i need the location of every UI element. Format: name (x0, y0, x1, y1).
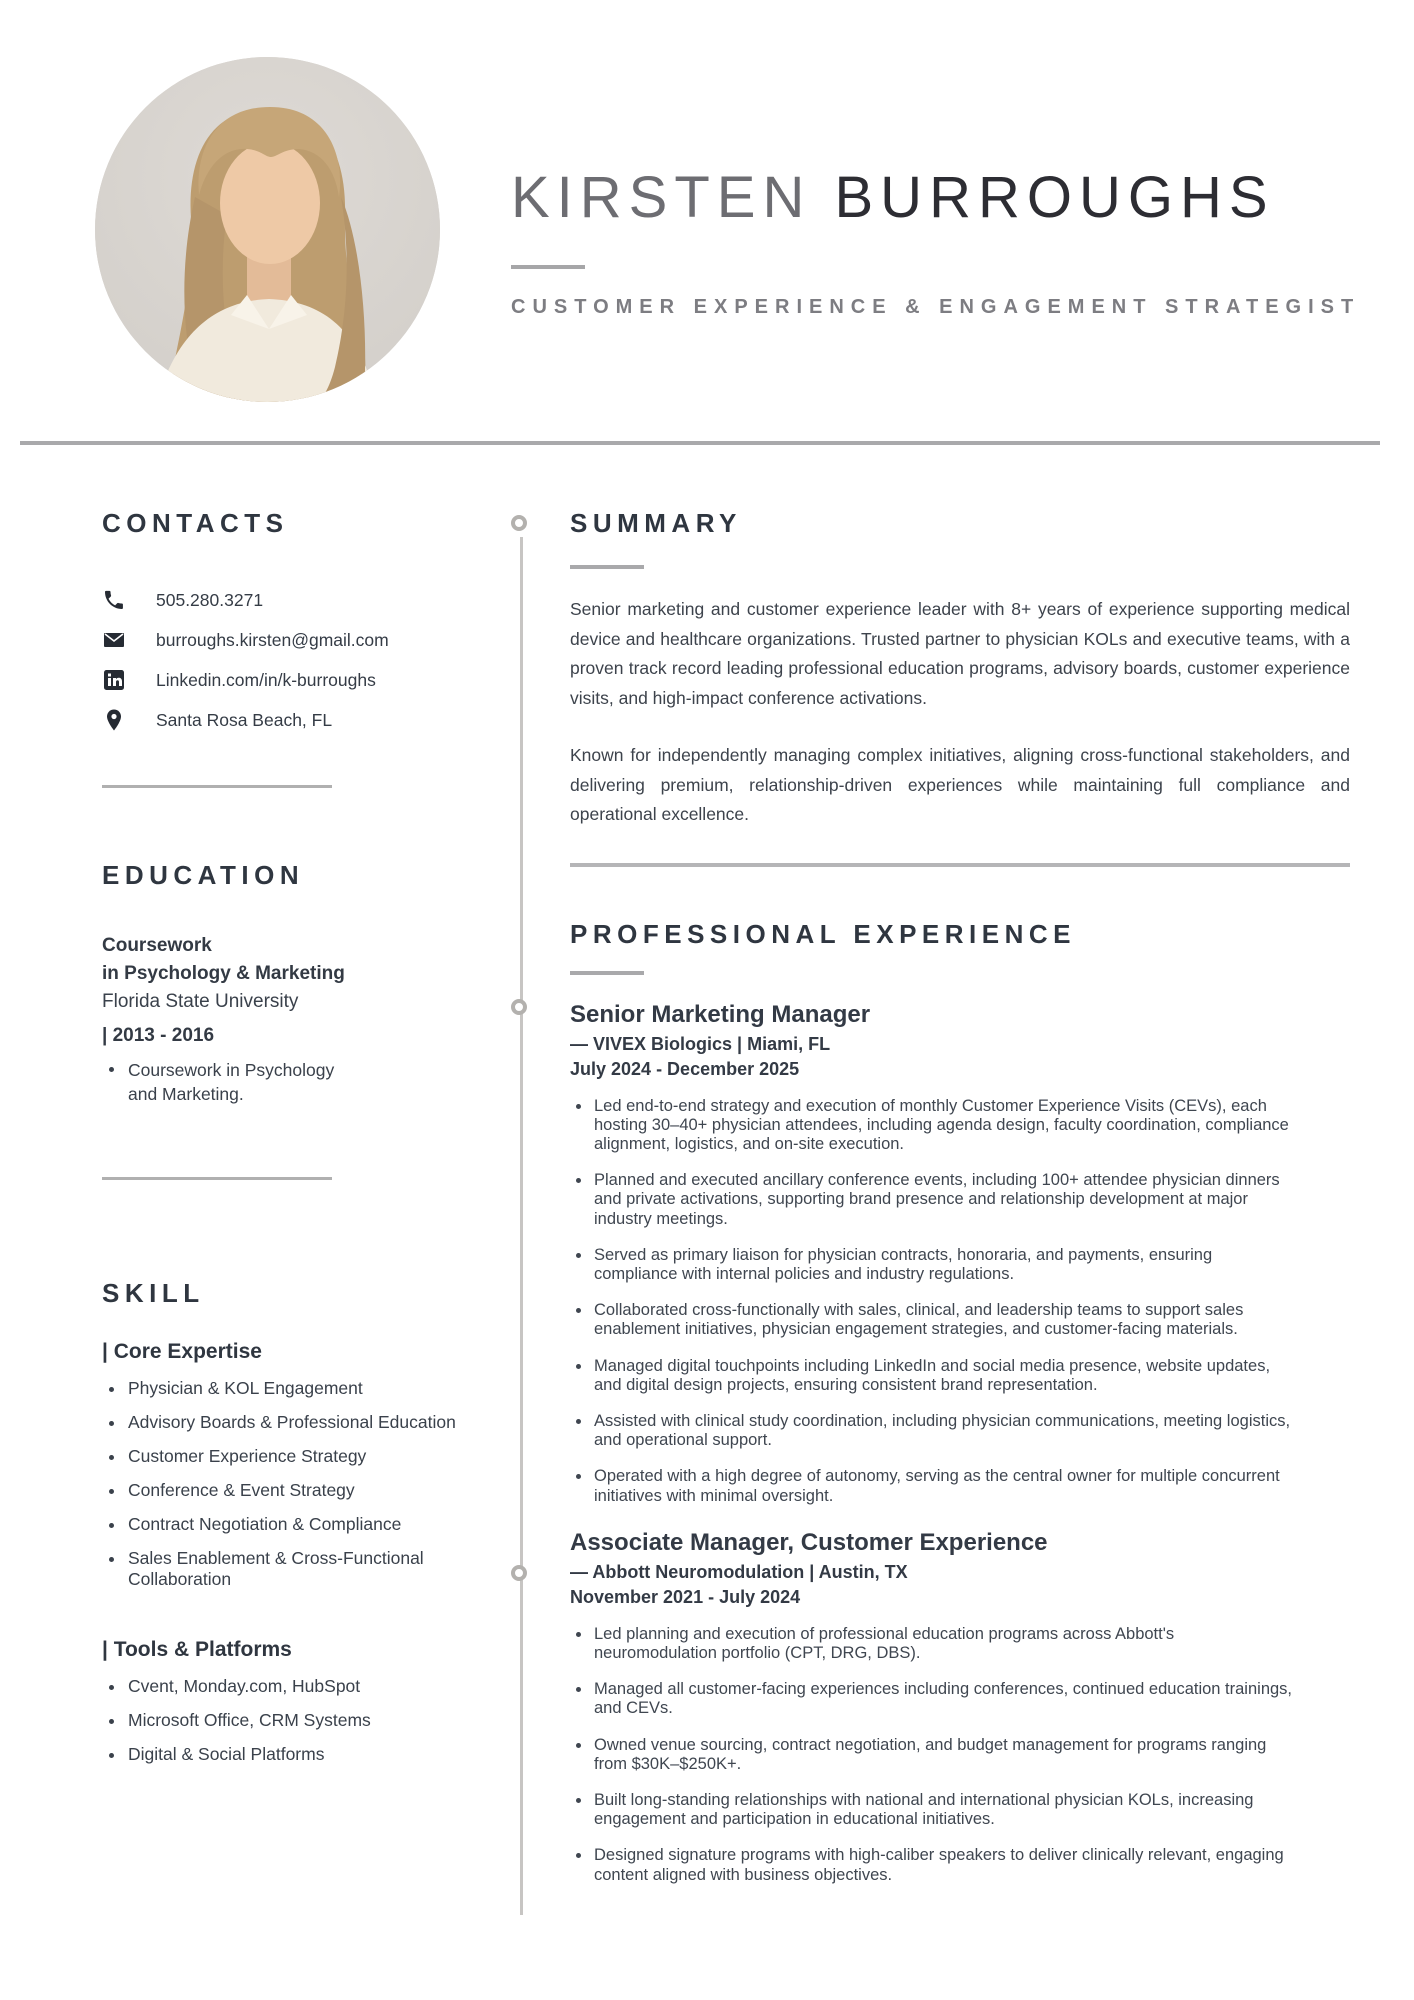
contact-row-linkedin (102, 668, 502, 692)
job-entry-2 (570, 1528, 1350, 1885)
job-bullet: Managed all customer-facing experiences including conferences, continued education trainings, and CEVs. (570, 1680, 1310, 1718)
location-text: Santa Rosa Beach, FL (156, 709, 333, 730)
section-divider (570, 565, 644, 569)
main-content (570, 508, 1350, 1902)
job-dates: July 2024 - December 2025 (570, 1058, 800, 1079)
contact-row-phone (102, 588, 502, 612)
job-bullet: Served as primary liaison for physician contracts, honoraria, and payments, ensuring compliance with internal policies and industry regulations. (570, 1246, 1310, 1284)
skills-heading: SKILL (102, 1278, 205, 1308)
job-bullet: Led end-to-end strategy and execution of monthly Customer Experience Visits (CEVs), each hosting 30–40+ physician attendees, including agenda design, faculty coordination, compliance alignment, logistics, and on-site execution. (570, 1097, 1310, 1155)
page-title (511, 166, 1371, 231)
skill-item: Digital & Social Platforms (102, 1744, 502, 1765)
section-divider (570, 863, 1350, 867)
job-company: — Abbott Neuromodulation | Austin, TX (570, 1561, 908, 1582)
skill-group-core-expertise: | Core Expertise (102, 1340, 262, 1363)
skill-item: Customer Experience Strategy (102, 1446, 502, 1467)
section-divider (570, 971, 644, 975)
sidebar (102, 508, 502, 1778)
job-bullet-list (570, 1097, 1310, 1506)
portrait-illustration (95, 57, 440, 402)
first-name: KIRSTEN (511, 165, 812, 230)
last-name: BURROUGHS (834, 165, 1275, 230)
skill-item: Contract Negotiation & Compliance (102, 1514, 502, 1535)
education-bullet: Coursework in Psychology and Marketing. (102, 1058, 364, 1106)
linkedin-icon (102, 668, 129, 692)
job-bullet: Planned and executed ancillary conference events, including 100+ attendee physician dinners and private activations, supporting brand presence and relationship development at major industry meetings. (570, 1171, 1310, 1229)
contact-row-email (102, 628, 502, 652)
job-bullet: Designed signature programs with high-caliber speakers to deliver clinically relevant, engaging content aligned with business objectives. (570, 1846, 1310, 1884)
summary-heading: SUMMARY (570, 508, 742, 538)
job-bullet: Built long-standing relationships with national and international physician KOLs, increasing engagement and participation in educational initiatives. (570, 1791, 1310, 1829)
core-expertise-list (102, 1378, 502, 1590)
email-icon (102, 628, 129, 652)
phone-number: 505.280.3271 (156, 589, 264, 610)
job-dates: November 2021 - July 2024 (570, 1586, 801, 1607)
phone-icon (102, 588, 129, 612)
job-bullet: Managed digital touchpoints including LinkedIn and social media presence, website updates, and digital design projects, ensuring consistent brand representation. (570, 1357, 1310, 1395)
contact-row-location (102, 708, 502, 732)
job-title: Senior Marketing Manager (570, 1000, 871, 1028)
profile-photo (95, 57, 440, 402)
tools-platforms-list (102, 1676, 502, 1765)
header-name-block (511, 166, 1371, 319)
timeline-line (520, 537, 523, 1915)
timeline-dot-summary (511, 515, 527, 531)
school-name: Florida State University (102, 991, 299, 1012)
experience-heading: PROFESSIONAL EXPERIENCE (570, 918, 1076, 949)
linkedin-handle: Linkedin.com/in/k-burroughs (156, 669, 376, 690)
job-company: — VIVEX Biologics | Miami, FL (570, 1033, 831, 1054)
skill-item: Microsoft Office, CRM Systems (102, 1710, 502, 1731)
email-address: burroughs.kirsten@gmail.com (156, 629, 389, 650)
sidebar-divider (102, 785, 332, 788)
job-bullet: Led planning and execution of professional education programs across Abbott's neuromodulation portfolio (CPT, DRG, DBS). (570, 1625, 1310, 1663)
education-entry (102, 932, 502, 1106)
summary-paragraph: Known for independently managing complex initiatives, aligning cross-functional stakeholders, and delivering premium, relationship-driven experiences while maintaining full compliance and operational excellence. (570, 745, 1350, 824)
name-divider (511, 265, 585, 269)
degree-line-2: in Psychology & Marketing (102, 963, 345, 984)
skill-item: Advisory Boards & Professional Education (102, 1412, 502, 1433)
contact-list (102, 588, 502, 732)
skill-item: Sales Enablement & Cross-Functional Collaboration (102, 1548, 502, 1590)
education-heading: EDUCATION (102, 860, 305, 890)
education-bullets (102, 1058, 364, 1106)
location-icon (102, 708, 129, 732)
contacts-heading: CONTACTS (102, 508, 289, 538)
skill-item: Physician & KOL Engagement (102, 1378, 502, 1399)
job-headline: CUSTOMER EXPERIENCE & ENGAGEMENT STRATEGIST (511, 295, 1361, 318)
job-bullet-list (570, 1625, 1310, 1885)
timeline-dot-job-2 (511, 1565, 527, 1581)
job-bullet: Collaborated cross-functionally with sales, clinical, and leadership teams to support sales enablement initiatives, physician engagement strategies, and customer-facing materials. (570, 1301, 1310, 1339)
sidebar-divider (102, 1177, 332, 1180)
job-bullet: Owned venue sourcing, contract negotiation, and budget management for programs ranging from $30K–$250K+. (570, 1736, 1310, 1774)
timeline-dot-job-1 (511, 999, 527, 1015)
job-bullet: Operated with a high degree of autonomy, serving as the central owner for multiple concurrent initiatives with minimal oversight. (570, 1467, 1310, 1505)
degree-line-1: Coursework (102, 935, 212, 956)
job-title: Associate Manager, Customer Experience (570, 1528, 1048, 1556)
skill-item: Cvent, Monday.com, HubSpot (102, 1676, 502, 1697)
skill-group-tools-platforms: | Tools & Platforms (102, 1638, 292, 1661)
education-years: | 2013 - 2016 (102, 1025, 215, 1046)
summary-paragraph: Senior marketing and customer experience leader with 8+ years of experience supporting medical device and healthcare organizations. Trusted partner to physician KOLs and executive teams, with a proven track record leading professional education programs, advisory boards, customer experience visits, and high-impact conference activations. (570, 599, 1350, 708)
header-divider (20, 441, 1380, 445)
skill-item: Conference & Event Strategy (102, 1480, 502, 1501)
job-bullet: Assisted with clinical study coordination, including physician communications, meeting logistics, and operational support. (570, 1412, 1310, 1450)
job-entry-1 (570, 1000, 1350, 1506)
